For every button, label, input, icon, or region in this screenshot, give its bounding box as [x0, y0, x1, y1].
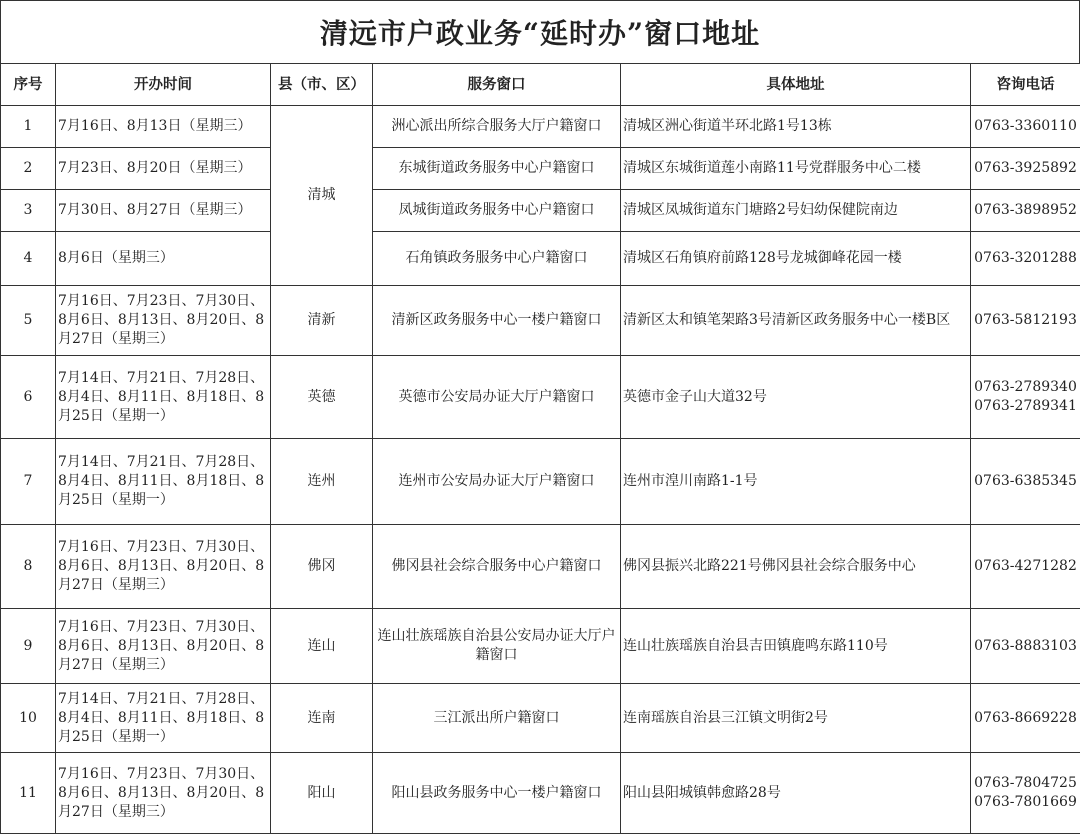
- row-number: 3: [1, 190, 56, 232]
- table-row: [1, 525, 1080, 609]
- row-number: 6: [1, 356, 56, 439]
- address: 清城区石角镇府前路128号龙城御峰花园一楼: [621, 232, 971, 286]
- phone-cell: [971, 232, 1080, 286]
- row-number: 1: [1, 106, 56, 148]
- opening-dates: 7月14日、7月21日、7月28日、8月4日、8月11日、8月18日、8月25日（星期一）: [56, 356, 271, 439]
- opening-dates: 7月16日、7月23日、7月30日、8月6日、8月13日、8月20日、8月27日（星期三）: [56, 286, 271, 356]
- header-row: [1, 64, 1080, 106]
- county: 连南: [271, 684, 373, 753]
- address: 清新区太和镇笔架路3号清新区政务服务中心一楼B区: [621, 286, 971, 356]
- phone: 0763-7804725: [973, 774, 1078, 793]
- row-number: 9: [1, 609, 56, 684]
- phone: 0763-6385345: [973, 472, 1078, 491]
- service-window: 英德市公安局办证大厅户籍窗口: [373, 356, 621, 439]
- opening-dates: 7月30日、8月27日（星期三）: [56, 190, 271, 232]
- phone-cell: [971, 609, 1080, 684]
- phone-cell: [971, 148, 1080, 190]
- address: 连南瑶族自治县三江镇文明街2号: [621, 684, 971, 753]
- phone-cell: [971, 106, 1080, 148]
- phone-secondary: 0763-7801669: [973, 793, 1078, 812]
- phone: 0763-3360110: [973, 117, 1078, 136]
- address: 英德市金子山大道32号: [621, 356, 971, 439]
- table-row: [1, 356, 1080, 439]
- phone-cell: [971, 439, 1080, 525]
- table-row: [1, 684, 1080, 753]
- address: 佛冈县振兴北路221号佛冈县社会综合服务中心: [621, 525, 971, 609]
- row-number: 8: [1, 525, 56, 609]
- service-window: 东城街道政务服务中心户籍窗口: [373, 148, 621, 190]
- service-window: 阳山县政务服务中心一楼户籍窗口: [373, 753, 621, 834]
- phone: 0763-3201288: [973, 249, 1078, 268]
- service-window: 连州市公安局办证大厅户籍窗口: [373, 439, 621, 525]
- row-number: 5: [1, 286, 56, 356]
- header-no: 序号: [1, 64, 56, 106]
- table-row: [1, 609, 1080, 684]
- header-window: 服务窗口: [373, 64, 621, 106]
- address: 清城区东城街道莲小南路11号党群服务中心二楼: [621, 148, 971, 190]
- window-address-table: [0, 63, 1080, 834]
- phone: 0763-8883103: [973, 637, 1078, 656]
- address: 阳山县阳城镇韩愈路28号: [621, 753, 971, 834]
- county: 阳山: [271, 753, 373, 834]
- phone-secondary: 0763-2789341: [973, 397, 1078, 416]
- row-number: 10: [1, 684, 56, 753]
- opening-dates: 7月16日、7月23日、7月30日、8月6日、8月13日、8月20日、8月27日（星期三）: [56, 609, 271, 684]
- address: 连州市湟川南路1-1号: [621, 439, 971, 525]
- county: 佛冈: [271, 525, 373, 609]
- row-number: 11: [1, 753, 56, 834]
- phone-cell: [971, 286, 1080, 356]
- phone: 0763-3898952: [973, 201, 1078, 220]
- row-number: 4: [1, 232, 56, 286]
- table-row: [1, 286, 1080, 356]
- table-row: [1, 439, 1080, 525]
- phone-cell: [971, 190, 1080, 232]
- table-row: [1, 190, 1080, 232]
- service-window: 凤城街道政务服务中心户籍窗口: [373, 190, 621, 232]
- opening-dates: 7月23日、8月20日（星期三）: [56, 148, 271, 190]
- county: 英德: [271, 356, 373, 439]
- header-phone: 咨询电话: [971, 64, 1080, 106]
- phone-cell: [971, 525, 1080, 609]
- county: 连州: [271, 439, 373, 525]
- page-title: 清远市户政业务“延时办”窗口地址: [0, 0, 1080, 63]
- service-window: 佛冈县社会综合服务中心户籍窗口: [373, 525, 621, 609]
- header-county: 县（市、区）: [271, 64, 373, 106]
- opening-dates: 7月16日、8月13日（星期三）: [56, 106, 271, 148]
- phone-cell: [971, 684, 1080, 753]
- table-row: [1, 106, 1080, 148]
- opening-dates: 7月16日、7月23日、7月30日、8月6日、8月13日、8月20日、8月27日（星期三）: [56, 753, 271, 834]
- opening-dates: 8月6日（星期三）: [56, 232, 271, 286]
- phone: 0763-4271282: [973, 557, 1078, 576]
- opening-dates: 7月16日、7月23日、7月30日、8月6日、8月13日、8月20日、8月27日（星期三）: [56, 525, 271, 609]
- service-window: 清新区政务服务中心一楼户籍窗口: [373, 286, 621, 356]
- county: 清城: [271, 106, 373, 286]
- phone-cell: [971, 356, 1080, 439]
- service-window: 洲心派出所综合服务大厅户籍窗口: [373, 106, 621, 148]
- opening-dates: 7月14日、7月21日、7月28日、8月4日、8月11日、8月18日、8月25日（星期一）: [56, 439, 271, 525]
- county: 连山: [271, 609, 373, 684]
- address: 清城区凤城街道东门塘路2号妇幼保健院南边: [621, 190, 971, 232]
- header-address: 具体地址: [621, 64, 971, 106]
- service-window: 三江派出所户籍窗口: [373, 684, 621, 753]
- phone: 0763-2789340: [973, 378, 1078, 397]
- row-number: 2: [1, 148, 56, 190]
- table-row: [1, 753, 1080, 834]
- service-window: 石角镇政务服务中心户籍窗口: [373, 232, 621, 286]
- phone: 0763-5812193: [973, 311, 1078, 330]
- address: 连山壮族瑶族自治县吉田镇鹿鸣东路110号: [621, 609, 971, 684]
- service-window: 连山壮族瑶族自治县公安局办证大厅户籍窗口: [373, 609, 621, 684]
- opening-dates: 7月14日、7月21日、7月28日、8月4日、8月11日、8月18日、8月25日（星期一）: [56, 684, 271, 753]
- address: 清城区洲心街道半环北路1号13栋: [621, 106, 971, 148]
- phone: 0763-3925892: [973, 159, 1078, 178]
- header-date: 开办时间: [56, 64, 271, 106]
- table-row: [1, 148, 1080, 190]
- county: 清新: [271, 286, 373, 356]
- phone: 0763-8669228: [973, 709, 1078, 728]
- table-row: [1, 232, 1080, 286]
- phone-cell: [971, 753, 1080, 834]
- row-number: 7: [1, 439, 56, 525]
